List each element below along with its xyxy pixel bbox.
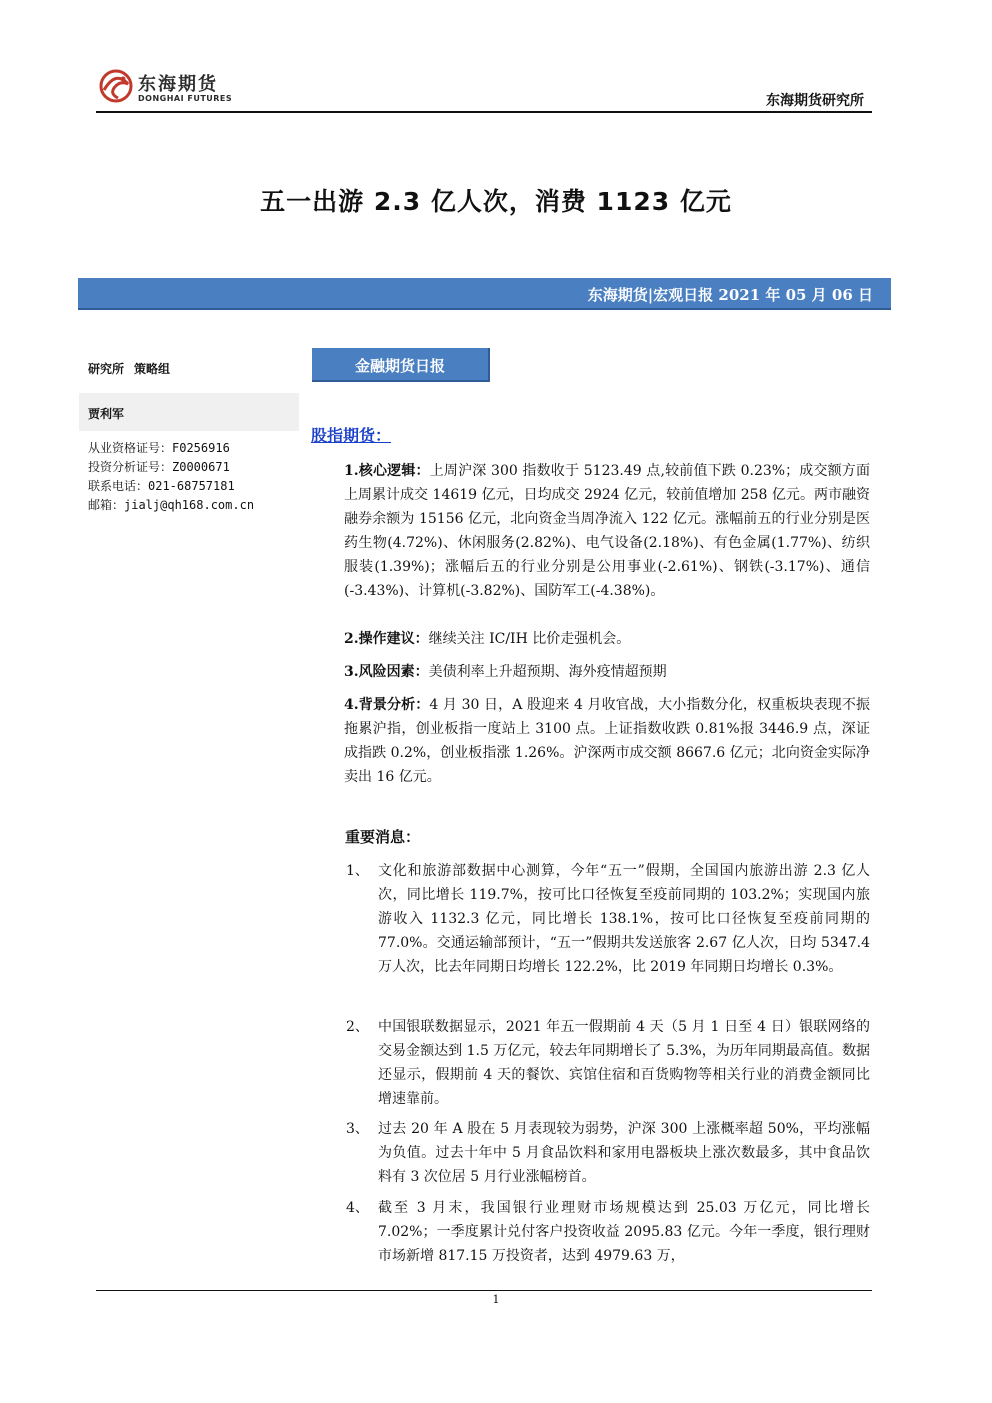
- point-advice: [344, 627, 870, 651]
- point-label: 4.背景分析：: [344, 697, 430, 713]
- author-name: 贾利军: [88, 407, 125, 421]
- news-item: [346, 859, 870, 979]
- point-text: 继续关注 IC/IH 比价走强机会。: [428, 631, 631, 647]
- section-tag: [312, 348, 490, 382]
- contact-email: 邮箱：jialj@qh168.com.cn: [88, 498, 255, 512]
- page-number: 1: [492, 1293, 500, 1306]
- logo-text-cn: 东海期货: [138, 74, 218, 95]
- point-background: [344, 693, 870, 789]
- banner-text: 东海期货|宏观日报 2021 年 05 月 06 日: [587, 286, 873, 304]
- news-text: 中国银联数据显示，2021 年五一假期前 4 天（5 月 1 日至 4 日）银联网络的交易金额达到 1.5 万亿元，较去年同期增长了 5.3%，为历年同期最高值。数据还显示，假期前 4 天的餐饮、宾馆住宿和百货购物等相关行业的消费金额同比增速靠前。: [378, 1019, 870, 1107]
- news-text: 过去 20 年 A 股在 5 月表现较为弱势，沪深 300 上涨概率超 50%，平均涨幅为负值。过去十年中 5 月食品饮料和家用电器板块上涨次数最多，其中食品饮料有 3 次位居 5 月行业涨幅榜首。: [378, 1121, 870, 1185]
- company-logo: [96, 64, 236, 110]
- point-text: 上周沪深 300 指数收于 5123.49 点,较前值下跌 0.23%；成交额方面上周累计成交 14619 亿元，日均成交 2924 亿元，较前值增加 258 亿元。两市融资融券余额为 15156 亿元，北向资金当周净流入 122 亿元。涨幅前五的行业分别是医药生物(4.72%)、休闲服务(2.82%)、电气设备(2.18%)、有色金属(1.77%)、纺织服装(1.39%)；涨幅后五的行业分别是公用事业(-2.61%)、钢铁(-3.17%)、通信(-3.43%)、计算机(-3.82%)、国防军工(-4.38%)。: [344, 463, 870, 599]
- point-core-logic: [344, 459, 870, 603]
- point-label: 2.操作建议：: [344, 631, 429, 647]
- news-item: [346, 1117, 870, 1189]
- institute-name: 东海期货研究所: [766, 93, 864, 109]
- qualification-number: 从业资格证号：F0256916: [88, 441, 230, 455]
- point-label: 1.核心逻辑：: [344, 463, 430, 479]
- point-text: 美债利率上升超预期、海外疫情超预期: [428, 664, 667, 680]
- news-item: [346, 1196, 870, 1268]
- dept-label: 研究所: [88, 362, 125, 376]
- dragon-logo-icon: [96, 66, 136, 106]
- news-number: 4、: [346, 1200, 369, 1216]
- footer-divider: [96, 1290, 872, 1291]
- news-heading: 重要消息：: [345, 828, 421, 846]
- news-number: 3、: [346, 1121, 369, 1137]
- group-label: 策略组: [134, 362, 171, 376]
- news-number: 2、: [346, 1019, 369, 1035]
- report-title: 五一出游 2.3 亿人次，消费 1123 亿元: [260, 187, 732, 216]
- news-item: [346, 1015, 870, 1111]
- header-divider: [96, 111, 872, 113]
- contact-phone: 联系电话：021-68757181: [88, 479, 235, 493]
- news-text: 截至 3 月末，我国银行业理财市场规模达到 25.03 万亿元，同比增长 7.02%；一季度累计兑付客户投资收益 2095.83 亿元。今年一季度，银行理财市场新增 817.15 万投资者，达到 4979.63 万，: [378, 1200, 870, 1264]
- analyst-number: 投资分析证号：Z0000671: [88, 460, 230, 474]
- section-heading: 股指期货：: [311, 426, 392, 445]
- logo-text-en: DONGHAI FUTURES: [138, 94, 233, 103]
- news-number: 1、: [346, 863, 369, 879]
- point-risk: [344, 660, 870, 684]
- news-text: 文化和旅游部数据中心测算，今年“五一”假期，全国国内旅游出游 2.3 亿人次，同比增长 119.7%，按可比口径恢复至疫前同期的 103.2%；实现国内旅游收入 1132.3 亿元，同比增长 138.1%，按可比口径恢复至疫前同期的 77.0%。交通运输部预计，“五一”假期共发送旅客 2.67 亿人次，日均 5347.4 万人次，比去年同期日均增长 122.2%，比 2019 年同期日均增长 0.3%。: [378, 863, 870, 975]
- point-label: 3.风险因素：: [344, 664, 429, 680]
- point-text: 4 月 30 日，A 股迎来 4 月收官战，大小指数分化，权重板块表现不振拖累沪指，创业板指一度站上 3100 点。上证指数收跌 0.81%报 3446.9 点，深证成指跌 0.2%，创业板指涨 1.26%。沪深两市成交额 8667.6 亿元；北向资金实际净卖出 16 亿元。: [344, 697, 870, 785]
- report-banner: [78, 278, 891, 310]
- section-tag-label: 金融期货日报: [354, 357, 445, 375]
- sidebar-dept: [88, 360, 180, 377]
